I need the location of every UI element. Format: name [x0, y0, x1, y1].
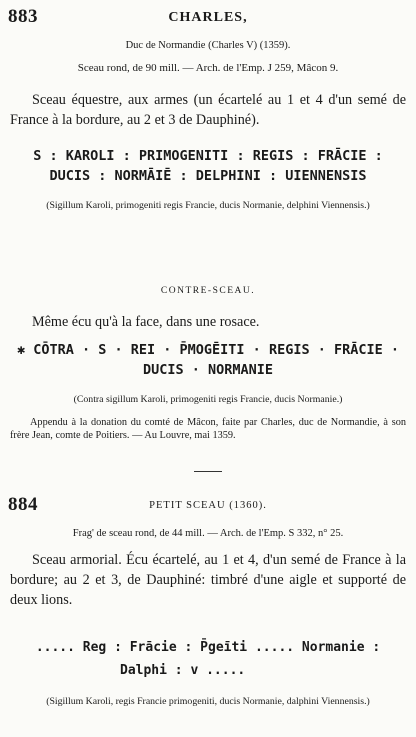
seal-legend-line-2: DUCIS : NORMĀIĒ : DELPHINI : UIENNENSIS: [49, 168, 367, 184]
seal-legend-line-1: ..... Reg : Frācie : P̄geīti ..... Normanie :: [35, 640, 381, 655]
entry-883-header: [0, 6, 416, 30]
entry-884-header: [0, 494, 416, 518]
counterseal-description: Même écu qu'à la face, dans une rosace.: [32, 314, 260, 330]
seal-description: Sceau équestre, aux armes (un écartelé au 1 et 4 d'un semé de France à la bordure, au 2 et 3 de Dauphiné).: [10, 92, 406, 128]
entry-title: CHARLES,: [168, 10, 248, 25]
seal-description: Sceau armorial. Écu écartelé, au 1 et 4, d'un semé de France à la bordure; au 2 et 3, de Dauphiné: timbré d'une aigle et supporté de deux lions.: [10, 552, 406, 608]
entry-number: 884: [8, 494, 38, 515]
counterseal-legend-line-1: ✱ CŌTRA · S · REI · P̄MOGĒITI · REGIS · FRĀCIE ·: [16, 342, 399, 358]
legend-translation: (Sigillum Karoli, primogeniti regis Francie, ducis Normanie, delphini Viennensis.): [46, 200, 370, 211]
legend-translation: (Sigillum Karoli, regis Francie primogeniti, ducis Normanie, dalphini Viennensis.): [46, 696, 370, 707]
seal-legend-line-1: S : KAROLI : PRIMOGENITI : REGIS : FRĀCIE :: [33, 148, 383, 164]
section-divider: [0, 471, 416, 472]
counterseal-heading: CONTRE-SCEAU.: [160, 286, 256, 296]
entry-source: Frag' de sceau rond, de 44 mill. — Arch. de l'Emp. S 332, n° 25.: [72, 528, 344, 539]
counterseal-legend-translation: (Contra sigillum Karoli, primogeniti regis Francie, ducis Normanie.): [73, 394, 343, 405]
entry-subtitle: Duc de Normandie (Charles V) (1359).: [125, 40, 291, 51]
entry-source: Sceau rond, de 90 mill. — Arch. de l'Emp. J 259, Mâcon 9.: [77, 62, 339, 74]
counterseal-legend-line-2: DUCIS · NORMANIE: [142, 362, 274, 378]
entry-number: 883: [8, 6, 38, 27]
seal-legend-line-2: Dalphi : v .....: [120, 663, 246, 678]
appendix-note: Appendu à la donation du comté de Mâcon, faite par Charles, duc de Normandie, à son frère Jean, comte de Poitiers. — Au Louvre, mai 1359.: [10, 417, 406, 441]
entry-title: PETIT SCEAU (1360).: [149, 500, 267, 511]
